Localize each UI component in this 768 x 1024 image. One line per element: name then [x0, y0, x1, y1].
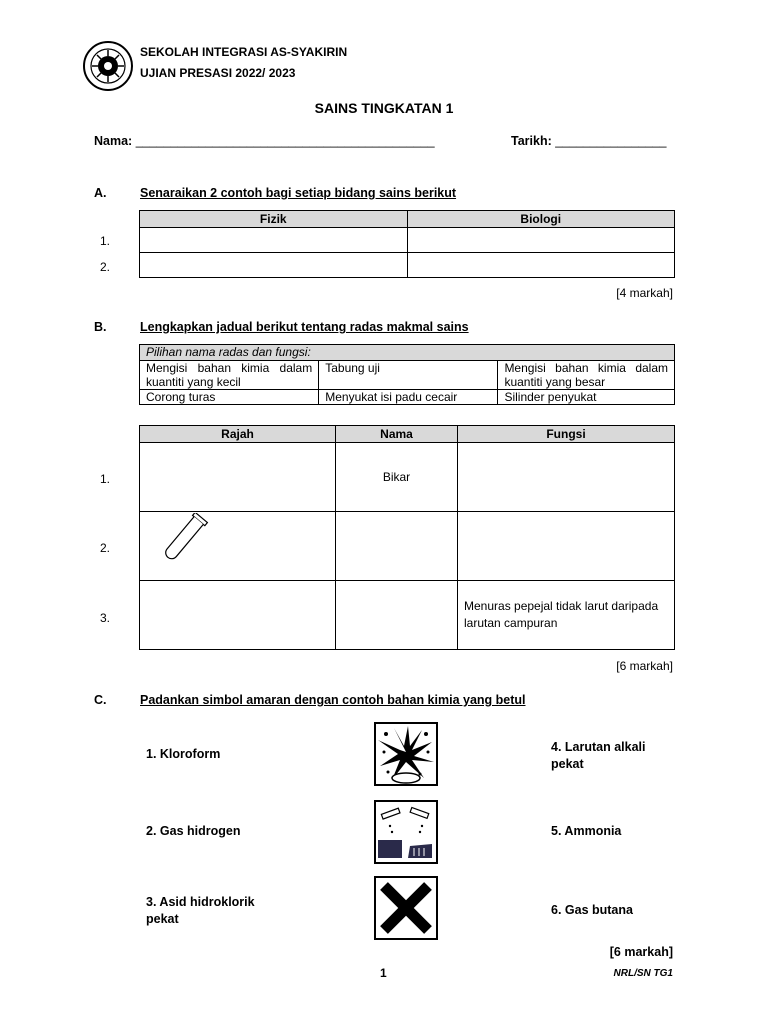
header-fungsi: Fungsi	[458, 426, 675, 443]
section-c-title: Padankan simbol amaran dengan contoh bahan kimia yang betul	[140, 693, 526, 707]
section-b-letter: B.	[94, 320, 107, 334]
options-caption: Pilihan nama radas dan fungsi:	[140, 345, 675, 361]
page-title: SAINS TINGKATAN 1	[314, 100, 454, 116]
fungsi-cell[interactable]	[458, 512, 675, 581]
page-number: 1	[380, 966, 387, 980]
chemical-item-6[interactable]: 6. Gas butana	[551, 903, 633, 917]
option-cell: Mengisi bahan kimia dalam kuantiti yang kecil	[140, 361, 319, 390]
rajah-cell	[140, 581, 336, 650]
tarikh-label: Tarikh:	[511, 134, 552, 148]
answer-cell[interactable]	[407, 253, 675, 278]
section-a-table	[139, 210, 675, 278]
markah-b: [6 markah]	[616, 659, 673, 673]
header-biologi: Biologi	[407, 211, 675, 228]
chemical-item-1[interactable]: 1. Kloroform	[146, 747, 221, 761]
header-fizik: Fizik	[140, 211, 408, 228]
section-b-title: Lengkapkan jadual berikut tentang radas makmal sains	[140, 320, 469, 334]
row-number: 2.	[100, 260, 111, 274]
test-tube-icon	[146, 513, 226, 577]
header-nama: Nama	[336, 426, 458, 443]
tarikh-field[interactable]	[511, 134, 666, 148]
chemical-item-5[interactable]: 5. Ammonia	[551, 824, 622, 838]
section-a-letter: A.	[94, 186, 107, 200]
section-a-title: Senaraikan 2 contoh bagi setiap bidang sains berikut	[140, 186, 457, 200]
row-number: 1.	[100, 234, 111, 248]
option-cell: Silinder penyukat	[498, 390, 675, 405]
options-table	[139, 344, 675, 405]
answer-cell[interactable]	[140, 228, 408, 253]
nama-cell[interactable]	[336, 512, 458, 581]
rajah-cell	[140, 512, 336, 581]
school-logo	[82, 40, 134, 92]
document-code: NRL/SN TG1	[613, 968, 673, 979]
exam-name: UJIAN PRESASI 2022/ 2023	[140, 66, 296, 80]
chemical-item-4[interactable]: 4. Larutan alkali pekat	[551, 740, 646, 771]
chemical-item-2[interactable]: 2. Gas hidrogen	[146, 824, 241, 838]
nama-cell[interactable]: Bikar	[336, 443, 458, 512]
nama-cell[interactable]	[336, 581, 458, 650]
explosive-icon[interactable]	[374, 722, 438, 786]
markah-a: [4 markah]	[616, 286, 673, 300]
nama-field[interactable]	[94, 134, 435, 148]
row-number: 2.	[100, 541, 111, 555]
apparatus-table	[139, 425, 675, 650]
row-number: 1.	[100, 472, 111, 486]
rajah-cell	[140, 443, 336, 512]
answer-cell[interactable]	[140, 253, 408, 278]
option-cell: Corong turas	[140, 390, 319, 405]
fungsi-cell[interactable]	[458, 443, 675, 512]
school-name: SEKOLAH INTEGRASI AS-SYAKIRIN	[140, 45, 348, 59]
row-number: 3.	[100, 611, 111, 625]
section-c-letter: C.	[94, 693, 107, 707]
option-cell: Tabung uji	[319, 361, 498, 390]
chemical-item-3[interactable]: 3. Asid hidroklorik pekat	[146, 895, 255, 926]
answer-cell[interactable]	[407, 228, 675, 253]
markah-c: [6 markah]	[609, 945, 673, 959]
nama-line: ___________________________________________	[135, 134, 435, 148]
fungsi-cell[interactable]: Menuras pepejal tidak larut daripada larutan campuran	[458, 581, 675, 650]
header-rajah: Rajah	[140, 426, 336, 443]
harmful-icon[interactable]	[374, 876, 438, 940]
option-cell: Mengisi bahan kimia dalam kuantiti yang besar	[498, 361, 675, 390]
nama-label: Nama:	[94, 134, 133, 148]
option-cell: Menyukat isi padu cecair	[319, 390, 498, 405]
tarikh-line: ________________	[555, 134, 667, 148]
corrosive-icon[interactable]	[374, 800, 438, 864]
